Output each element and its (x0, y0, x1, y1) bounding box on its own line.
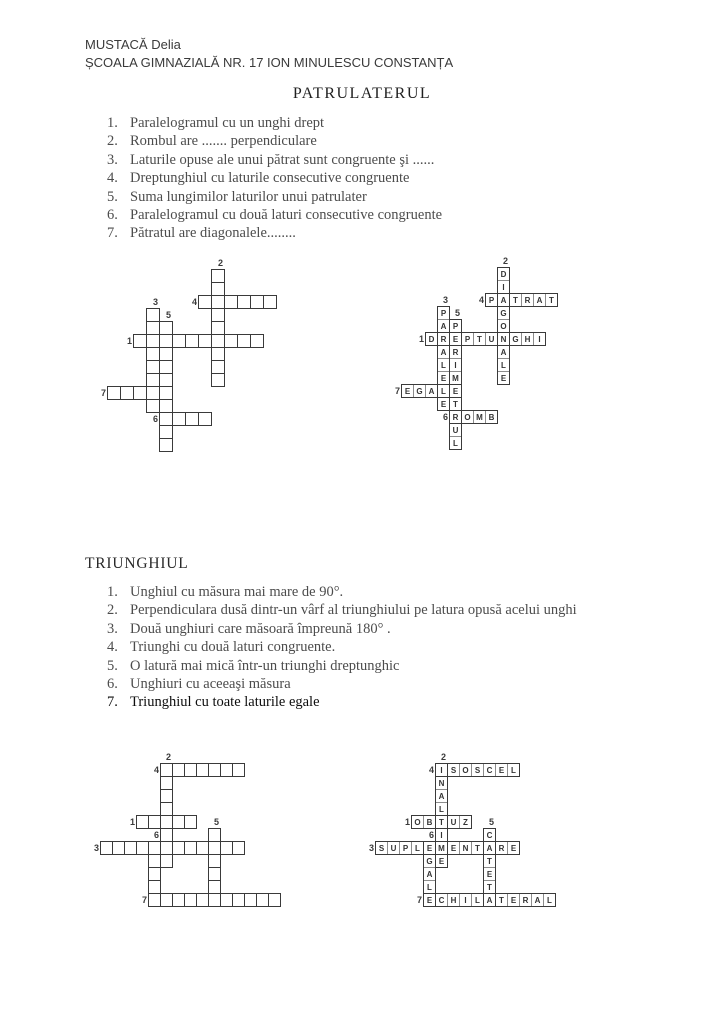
clue-item (107, 224, 442, 242)
crossword-cell: S (375, 841, 388, 855)
crossword-cell (146, 347, 160, 361)
crossword-cell: M (449, 371, 462, 385)
clue-text: Unghiul cu măsura mai mare de 90°. (130, 584, 344, 600)
crossword-cell: E (507, 841, 520, 855)
crossword-cell (196, 893, 209, 907)
crossword-cell: H (447, 893, 460, 907)
crossword-clue-number-label: 5 (454, 308, 460, 318)
crossword-cell: L (507, 763, 520, 777)
crossword-cell: E (437, 371, 450, 385)
crossword-cell (148, 867, 161, 881)
crossword-cell: R (495, 841, 508, 855)
crossword-cell: I (435, 763, 448, 777)
clue-number: 3. (107, 151, 118, 168)
crossword-cell: P (449, 319, 462, 333)
crossword-cell: T (449, 397, 462, 411)
clue-item (107, 638, 577, 656)
crossword-cell: L (449, 436, 462, 450)
clue-item (107, 693, 577, 711)
clue-number: 2. (107, 602, 118, 619)
crossword-cell: E (437, 397, 450, 411)
crossword-cell: P (461, 332, 474, 346)
crossword-cell (211, 321, 225, 335)
crossword-cell: U (485, 332, 498, 346)
crossword-clue-number-label: 1 (129, 817, 135, 827)
crossword-cell (159, 347, 173, 361)
crossword-cell: S (471, 763, 484, 777)
crossword-cell: L (423, 880, 436, 894)
crossword-clue-number-label: 5 (213, 817, 219, 827)
crossword-cell (107, 386, 121, 400)
crossword-cell (224, 334, 238, 348)
crossword-clue-number-label: 1 (418, 334, 424, 344)
crossword-cell: L (437, 358, 450, 372)
crossword-cell: M (473, 410, 486, 424)
crossword-cell: S (447, 763, 460, 777)
crossword-cell (159, 360, 173, 374)
crossword-cell (146, 360, 160, 374)
crossword-cell: E (483, 867, 496, 881)
crossword-cell: G (497, 306, 510, 320)
crossword-cell (159, 412, 173, 426)
document-header (85, 36, 453, 72)
clue-number: 1. (107, 584, 118, 600)
crossword-cell: A (435, 789, 448, 803)
crossword-cell (146, 334, 160, 348)
crossword-cell (211, 347, 225, 361)
crossword-cell (196, 841, 209, 855)
crossword-cell: E (423, 841, 436, 855)
crossword-clue-number-label: 3 (93, 843, 99, 853)
crossword-cell: E (401, 384, 414, 398)
crossword-clue-number-label: 7 (416, 895, 422, 905)
crossword-clue-number-label: 2 (217, 258, 223, 268)
crossword-triangle-empty (88, 750, 281, 907)
crossword-cell (133, 334, 147, 348)
crossword-cell (172, 412, 186, 426)
clue-number: 5. (107, 657, 118, 674)
clue-item (107, 188, 442, 206)
clue-number: 2. (107, 133, 118, 150)
crossword-clue-number-label: 2 (502, 256, 508, 266)
clue-text: Paralelogramul cu un unghi drept (130, 115, 325, 131)
crossword-cell (133, 386, 147, 400)
crossword-clue-number-label: 4 (428, 765, 434, 775)
crossword-cell: U (449, 423, 462, 437)
crossword-clue-number-label: 7 (394, 386, 400, 396)
crossword-cell: T (495, 893, 508, 907)
clue-text: Perpendiculara dusă dintr-un vârf al triunghiului pe latura opusă acelui unghi (130, 602, 577, 619)
crossword-quadrilateral-solved (389, 254, 558, 450)
clue-number: 6. (107, 207, 118, 224)
crossword-cell: R (519, 893, 532, 907)
clue-item (107, 620, 577, 638)
crossword-cell: P (485, 293, 498, 307)
crossword-cell (198, 412, 212, 426)
crossword-cell (159, 334, 173, 348)
crossword-cell: L (411, 841, 424, 855)
crossword-clue-number-label: 4 (153, 765, 159, 775)
crossword-cell: L (437, 384, 450, 398)
crossword-clue-number-label: 4 (478, 295, 484, 305)
crossword-cell (232, 763, 245, 777)
crossword-cell: T (545, 293, 558, 307)
crossword-cell (198, 334, 212, 348)
crossword-cell: H (521, 332, 534, 346)
crossword-cell (159, 425, 173, 439)
clue-item (107, 132, 442, 150)
crossword-cell (146, 373, 160, 387)
crossword-cell: E (507, 893, 520, 907)
crossword-cell: E (447, 841, 460, 855)
crossword-cell (224, 295, 238, 309)
crossword-cell: O (411, 815, 424, 829)
clue-number: 4. (107, 170, 118, 187)
clue-text: Dreptunghiul cu laturile consecutive congruente (130, 170, 410, 187)
school-name: ȘCOALA GIMNAZIALĂ NR. 17 ION MINULESCU CONSTANȚA (85, 55, 454, 70)
crossword-cell (211, 295, 225, 309)
clue-item (107, 583, 577, 601)
clue-number: 4. (107, 639, 118, 656)
crossword-cell (232, 841, 245, 855)
crossword-cell: T (435, 815, 448, 829)
crossword-cell: G (509, 332, 522, 346)
clue-item (107, 657, 577, 675)
crossword-cell: C (483, 828, 496, 842)
crossword-cell (159, 399, 173, 413)
crossword-cell: M (435, 841, 448, 855)
crossword-cell: E (435, 854, 448, 868)
crossword-cell (208, 854, 221, 868)
crossword-clue-number-label: 3 (152, 297, 158, 307)
clue-text: Rombul are ....... perpendiculare (130, 133, 317, 150)
crossword-cell: A (483, 841, 496, 855)
clue-item (107, 675, 577, 693)
crossword-cell: U (447, 815, 460, 829)
crossword-quadrilateral-empty (94, 256, 277, 452)
crossword-cell: A (497, 293, 510, 307)
clue-number: 3. (107, 620, 118, 637)
crossword-cell (146, 386, 160, 400)
crossword-cell: T (483, 854, 496, 868)
crossword-cell: A (423, 867, 436, 881)
crossword-cell: T (509, 293, 522, 307)
crossword-cell: T (471, 841, 484, 855)
crossword-cell (146, 308, 160, 322)
crossword-cell: A (531, 893, 544, 907)
crossword-cell (250, 295, 264, 309)
crossword-cell: E (449, 384, 462, 398)
crossword-cell: O (461, 410, 474, 424)
crossword-cell (148, 854, 161, 868)
crossword-cell: G (423, 854, 436, 868)
author-name: MUSTACĂ Delia (85, 37, 181, 52)
crossword-cell (160, 854, 173, 868)
crossword-cell (208, 867, 221, 881)
crossword-cell: L (543, 893, 556, 907)
crossword-cell: C (483, 763, 496, 777)
crossword-cell: A (483, 893, 496, 907)
crossword-cell: L (471, 893, 484, 907)
clue-text: Suma lungimilor laturilor unui patrulater (130, 188, 367, 205)
clue-number: 6. (107, 676, 118, 693)
crossword-cell (160, 828, 173, 842)
crossword-clue-number-label: 2 (440, 752, 446, 762)
crossword-cell (146, 321, 160, 335)
crossword-clue-number-label: 4 (191, 297, 197, 307)
crossword-cell: L (497, 358, 510, 372)
crossword-cell: A (497, 345, 510, 359)
section1-title: PATRULATERUL (292, 85, 432, 102)
crossword-cell (172, 334, 186, 348)
crossword-cell: A (533, 293, 546, 307)
crossword-cell: O (497, 319, 510, 333)
clue-text: O latură mai mică într-un triunghi dreptunghic (130, 657, 400, 674)
crossword-cell: G (413, 384, 426, 398)
crossword-cell (268, 893, 281, 907)
crossword-clue-number-label: 7 (141, 895, 147, 905)
crossword-cell (148, 880, 161, 894)
crossword-clue-number-label: 6 (153, 830, 159, 840)
crossword-cell (159, 438, 173, 452)
crossword-cell (160, 776, 173, 790)
section2-title: TRIUNGHIUL (85, 555, 189, 572)
crossword-clue-number-label: 7 (100, 388, 106, 398)
clue-text: Două unghiuri care măsoară împreună 180° . (130, 620, 391, 637)
crossword-cell (237, 295, 251, 309)
crossword-cell: T (473, 332, 486, 346)
crossword-clue-number-label: 6 (152, 414, 158, 424)
crossword-cell: E (423, 893, 436, 907)
crossword-clue-number-label: 5 (165, 310, 171, 320)
clue-text: Triunghiul cu toate laturile egale (130, 694, 320, 711)
crossword-clue-number-label: 3 (442, 295, 448, 305)
crossword-cell: I (459, 893, 472, 907)
crossword-cell: D (425, 332, 438, 346)
crossword-clue-number-label: 6 (428, 830, 434, 840)
section1-clue-list (107, 114, 442, 243)
clue-item (107, 151, 442, 169)
crossword-cell (160, 789, 173, 803)
crossword-cell: E (497, 371, 510, 385)
crossword-cell: R (449, 410, 462, 424)
crossword-cell (185, 412, 199, 426)
crossword-cell: U (387, 841, 400, 855)
crossword-cell: R (449, 345, 462, 359)
clue-number: 1. (107, 115, 118, 131)
crossword-cell (208, 828, 221, 842)
crossword-clue-number-label: 6 (442, 412, 448, 422)
clue-text: Unghiuri cu aceeaşi măsura (130, 676, 291, 693)
crossword-cell (159, 386, 173, 400)
crossword-cell (184, 815, 197, 829)
crossword-cell (263, 295, 277, 309)
crossword-cell: B (485, 410, 498, 424)
crossword-clue-number-label: 3 (368, 843, 374, 853)
clue-number: 5. (107, 188, 118, 205)
section2-clue-list (107, 583, 577, 712)
clue-item (107, 206, 442, 224)
crossword-cell: N (459, 841, 472, 855)
crossword-cell (211, 282, 225, 296)
crossword-cell (208, 880, 221, 894)
crossword-cell (237, 334, 251, 348)
crossword-cell (146, 399, 160, 413)
crossword-cell: E (449, 332, 462, 346)
crossword-cell (198, 295, 212, 309)
crossword-cell: D (497, 267, 510, 281)
crossword-cell (148, 841, 161, 855)
crossword-cell: L (435, 802, 448, 816)
clue-number: 7. (107, 225, 118, 242)
crossword-cell (211, 373, 225, 387)
crossword-cell: C (435, 893, 448, 907)
crossword-cell: I (497, 280, 510, 294)
crossword-cell: O (459, 763, 472, 777)
crossword-cell: E (495, 763, 508, 777)
crossword-cell: A (437, 319, 450, 333)
crossword-cell (159, 321, 173, 335)
crossword-cell (148, 815, 161, 829)
crossword-cell: N (497, 332, 510, 346)
clue-text: Paralelogramul cu două laturi consecutive congruente (130, 207, 443, 224)
crossword-cell: P (399, 841, 412, 855)
crossword-cell (120, 386, 134, 400)
crossword-cell: T (483, 880, 496, 894)
crossword-cell: B (423, 815, 436, 829)
crossword-cell: R (521, 293, 534, 307)
crossword-clue-number-label: 5 (488, 817, 494, 827)
crossword-cell: R (437, 332, 450, 346)
crossword-cell (160, 802, 173, 816)
crossword-clue-number-label: 1 (126, 336, 132, 346)
crossword-clue-number-label: 2 (165, 752, 171, 762)
crossword-cell (211, 269, 225, 283)
crossword-cell: Z (459, 815, 472, 829)
crossword-cell (250, 334, 264, 348)
clue-item (107, 169, 442, 187)
crossword-cell (185, 334, 199, 348)
crossword-cell: A (437, 345, 450, 359)
clue-item (107, 601, 577, 619)
crossword-cell: I (533, 332, 546, 346)
crossword-triangle-solved (363, 750, 556, 907)
crossword-cell: A (425, 384, 438, 398)
crossword-cell: P (437, 306, 450, 320)
crossword-cell (211, 360, 225, 374)
crossword-clue-number-label: 1 (404, 817, 410, 827)
clue-text: Pătratul are diagonalele........ (130, 225, 296, 242)
clue-text: Laturile opuse ale unui pătrat sunt congruente şi ...... (130, 151, 435, 168)
crossword-cell: N (435, 776, 448, 790)
clue-number: 7. (107, 694, 118, 711)
clue-item (107, 114, 442, 132)
crossword-cell (211, 334, 225, 348)
crossword-cell: I (449, 358, 462, 372)
clue-text: Triunghi cu două laturi congruente. (130, 639, 336, 656)
crossword-cell (159, 373, 173, 387)
crossword-cell: I (435, 828, 448, 842)
crossword-cell (211, 308, 225, 322)
